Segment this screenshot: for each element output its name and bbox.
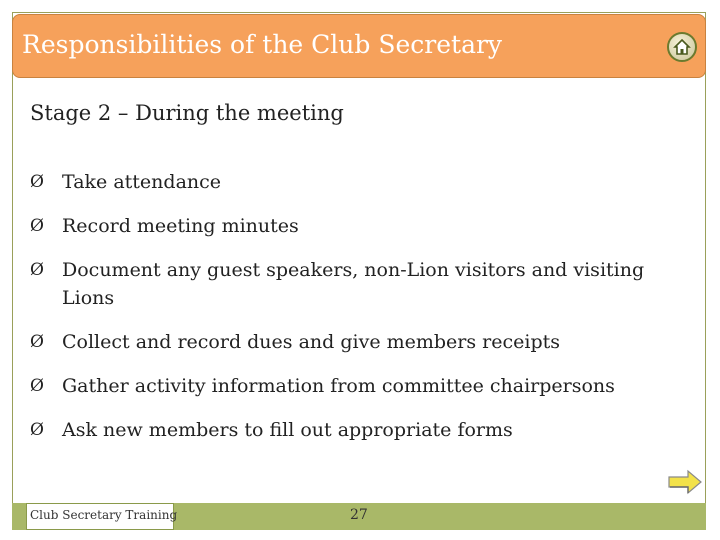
bullet-item	[30, 256, 670, 312]
bullet-arrow-icon: Ø	[30, 332, 44, 352]
slide-title: Responsibilities of the Club Secretary	[22, 30, 503, 59]
bullet-item	[30, 212, 670, 240]
next-slide-button[interactable]	[666, 468, 704, 496]
bullet-item	[30, 328, 670, 356]
bullet-arrow-icon: Ø	[30, 172, 44, 192]
bullet-list	[30, 168, 670, 444]
bullet-arrow-icon: Ø	[30, 420, 44, 440]
footer-label: Club Secretary Training	[30, 508, 178, 522]
page-number: 27	[350, 507, 368, 523]
bullet-text: Gather activity information from committee chairpersons	[62, 375, 615, 397]
home-button[interactable]	[667, 32, 697, 62]
home-icon	[673, 38, 691, 56]
arrow-right-icon	[666, 468, 704, 496]
bullet-item	[30, 416, 670, 444]
bullet-text: Take attendance	[62, 171, 222, 193]
slide-subtitle: Stage 2 – During the meeting	[30, 101, 344, 125]
bullet-text: Record meeting minutes	[62, 215, 299, 237]
bullet-text: Document any guest speakers, non-Lion visitors and visiting Lions	[62, 259, 645, 309]
bullet-item	[30, 168, 670, 196]
bullet-arrow-icon: Ø	[30, 216, 44, 236]
bullet-arrow-icon: Ø	[30, 376, 44, 396]
bullet-item	[30, 372, 670, 400]
bullet-text: Ask new members to fill out appropriate forms	[62, 419, 513, 441]
bullet-arrow-icon: Ø	[30, 260, 44, 280]
bullet-text: Collect and record dues and give members receipts	[62, 331, 560, 353]
